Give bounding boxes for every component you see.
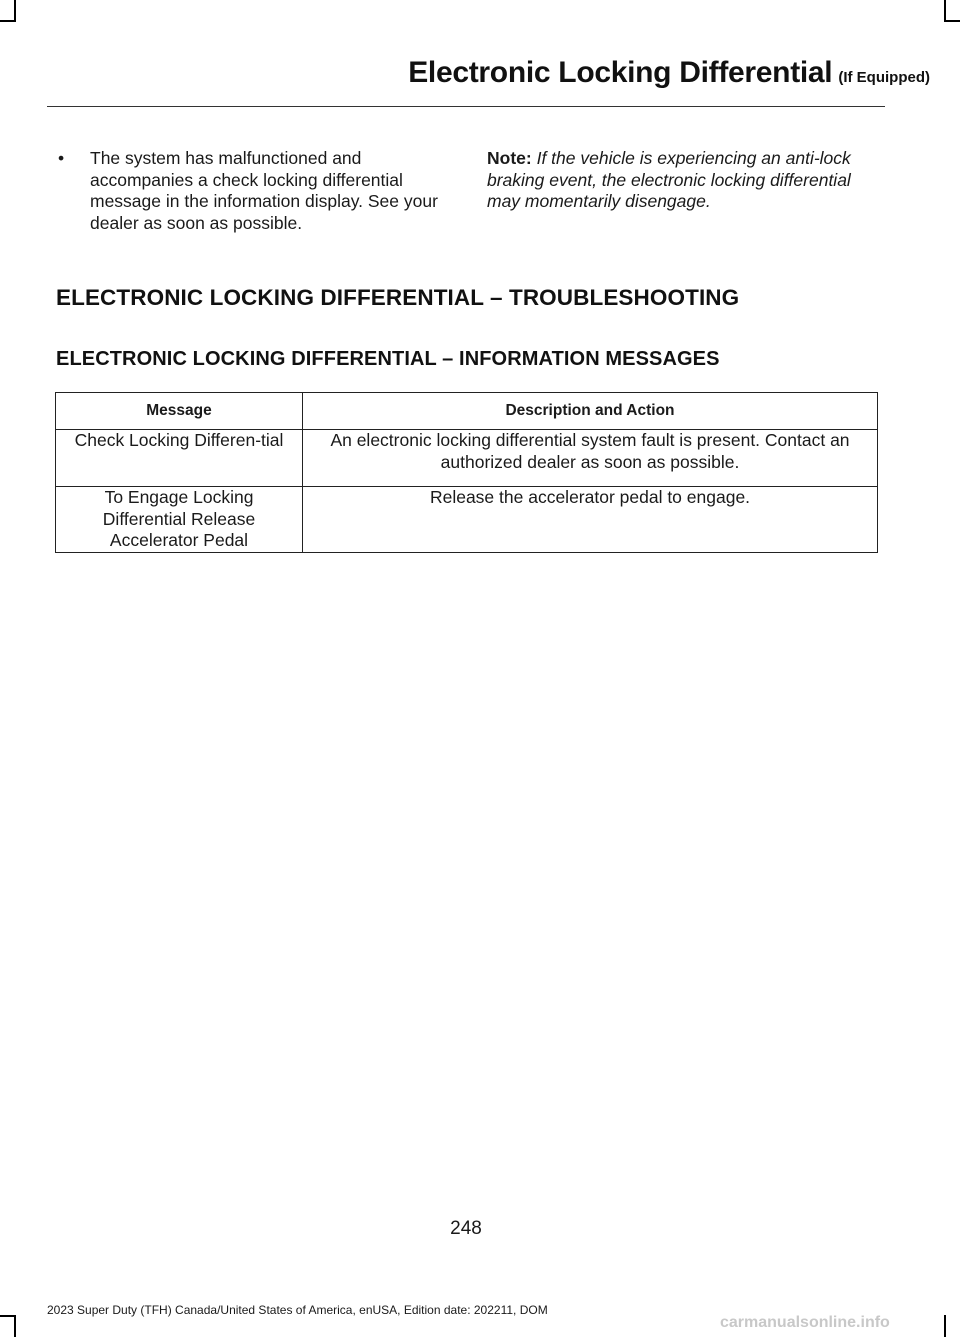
crop-mark-bottom-left	[14, 1315, 16, 1337]
crop-mark-top-right-h	[944, 20, 960, 22]
table-header-description: Description and Action	[303, 393, 878, 430]
crop-mark-bottom-left-h	[0, 1315, 16, 1317]
section-heading-information-messages: ELECTRONIC LOCKING DIFFERENTIAL – INFORMATION MESSAGES	[56, 348, 720, 370]
bullet-mark: •	[58, 148, 65, 168]
bullet-item	[56, 148, 454, 234]
crop-mark-top-left-h	[0, 20, 16, 22]
header-title-text: Electronic Locking Differential	[408, 56, 833, 89]
note-text: If the vehicle is experiencing an anti-lock braking event, the electronic locking differential may momentarily disengage.	[487, 148, 851, 211]
edition-footer: 2023 Super Duty (TFH) Canada/United States of America, enUSA, Edition date: 202211, DOM	[47, 1303, 548, 1317]
table-row	[56, 430, 878, 487]
table-header-message: Message	[56, 393, 303, 430]
information-messages-table	[55, 392, 878, 553]
crop-mark-top-right	[944, 0, 946, 22]
crop-mark-top-left	[14, 0, 16, 22]
table-cell-message: Check Locking Differen-tial	[56, 430, 303, 487]
section-heading-troubleshooting: ELECTRONIC LOCKING DIFFERENTIAL – TROUBLESHOOTING	[56, 285, 740, 310]
table-header-row	[56, 393, 878, 430]
table-cell-description: Release the accelerator pedal to engage.	[303, 487, 878, 553]
table-cell-description: An electronic locking differential system fault is present. Contact an authorized dealer as soon as possible.	[303, 430, 878, 487]
bullet-text: The system has malfunctioned and accompanies a check locking differential message in the information display. See your dealer as soon as possible.	[90, 148, 438, 233]
page-header-title	[0, 56, 930, 90]
header-divider	[47, 106, 885, 107]
header-subtitle: (If Equipped)	[838, 69, 930, 86]
left-column	[56, 148, 454, 234]
table-cell-message: To Engage Locking Differential Release Accelerator Pedal	[56, 487, 303, 553]
table-row	[56, 487, 878, 553]
right-column	[487, 148, 887, 213]
crop-mark-bottom-right	[944, 1315, 946, 1337]
watermark: carmanualsonline.info	[720, 1314, 890, 1331]
note-label: Note:	[487, 148, 532, 168]
page-number: 248	[450, 1218, 482, 1239]
